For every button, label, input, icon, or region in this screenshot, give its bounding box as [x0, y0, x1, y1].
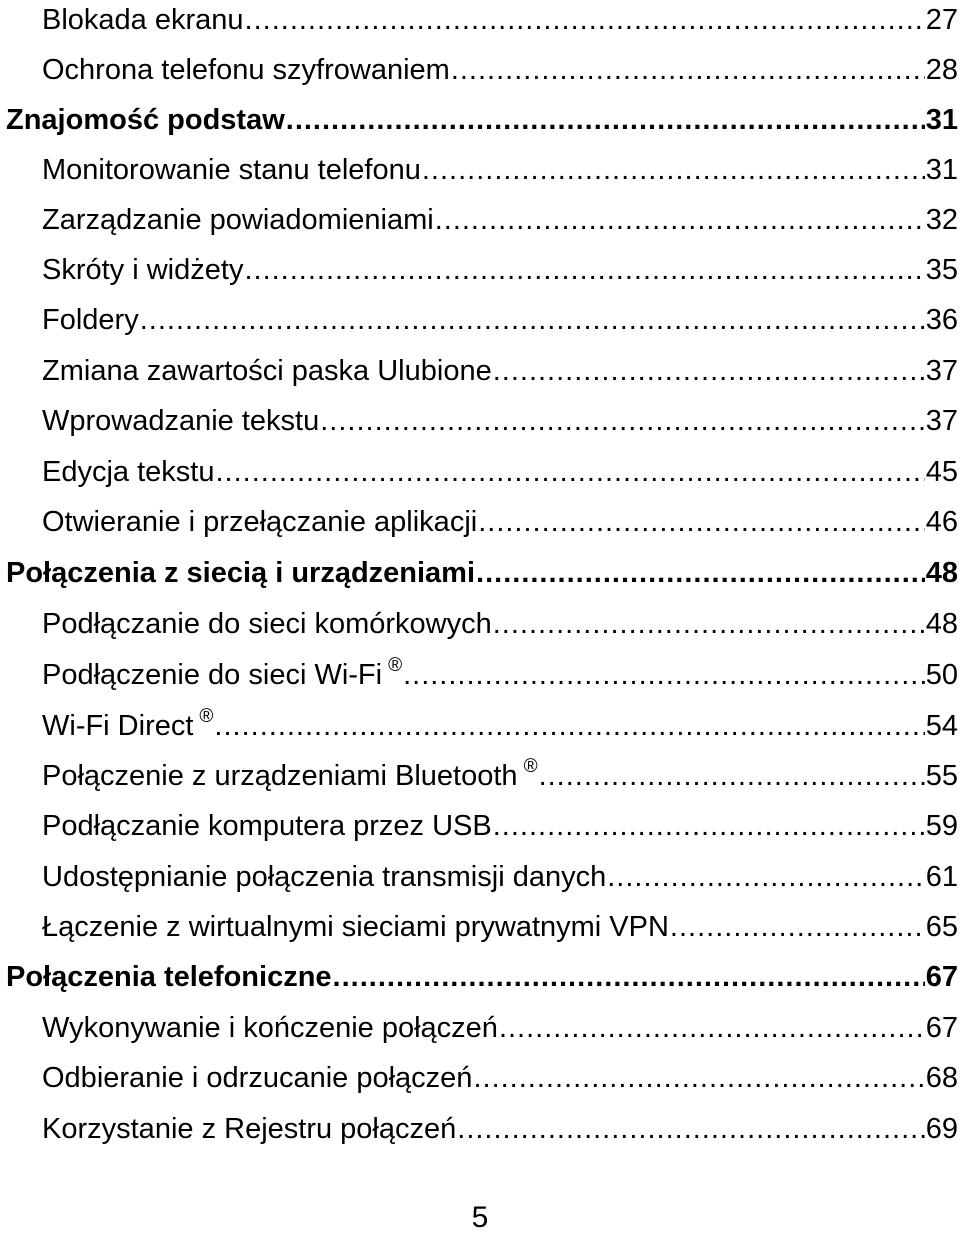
- toc-entry-title: Otwieranie i przełączanie aplikacji: [42, 506, 478, 538]
- toc-entry-page: 55: [925, 760, 958, 792]
- toc-section-heading[interactable]: [0, 100, 958, 140]
- toc-dot-leader: [670, 907, 925, 947]
- toc-entry-page: 32: [925, 204, 958, 236]
- toc-entry-title: Znajomość podstaw: [6, 104, 285, 136]
- toc-entry-page: 27: [925, 4, 958, 36]
- toc-dot-leader: [478, 502, 925, 542]
- page-number: 5: [471, 1201, 489, 1234]
- toc-entry-page: 61: [925, 861, 958, 893]
- toc-entry-page: 45: [925, 456, 958, 488]
- toc-entry-title: Połączenia z siecią i urządzeniami: [6, 557, 476, 589]
- toc-entry-page: 69: [925, 1113, 958, 1145]
- toc-entry[interactable]: [0, 150, 958, 190]
- toc-dot-leader: [493, 806, 925, 846]
- toc-entry-page: 31: [925, 104, 958, 136]
- toc-entry-title: Wykonywanie i kończenie połączeń: [42, 1012, 498, 1044]
- toc-entry-page: 50: [925, 659, 958, 691]
- registered-trademark-mark: ®: [523, 756, 538, 777]
- registered-trademark-mark: ®: [388, 655, 403, 676]
- toc-dot-leader: [403, 655, 925, 695]
- toc-dot-leader: [493, 604, 925, 644]
- toc-entry[interactable]: [0, 1109, 958, 1149]
- toc-entry[interactable]: [0, 806, 958, 846]
- toc-entry[interactable]: [0, 351, 958, 391]
- toc-entry[interactable]: [0, 50, 958, 90]
- toc-entry-page: 48: [925, 608, 958, 640]
- toc-dot-leader: [539, 756, 925, 796]
- toc-entry[interactable]: [0, 857, 958, 897]
- toc-dot-leader: [320, 401, 924, 441]
- toc-entry-title: Blokada ekranu: [42, 4, 244, 36]
- toc-entry-title: Podłączanie do sieci komórkowych: [42, 608, 492, 640]
- toc-entry[interactable]: [0, 300, 958, 340]
- toc-entry-page: 46: [925, 506, 958, 538]
- toc-entry-title: Zarządzanie powiadomieniami: [42, 204, 434, 236]
- toc-dot-leader: [333, 957, 925, 997]
- toc-entry[interactable]: [0, 604, 958, 644]
- toc-entry-page: 67: [925, 961, 958, 993]
- toc-entry[interactable]: [0, 200, 958, 240]
- toc-entry[interactable]: [0, 655, 958, 695]
- toc-dot-leader: [214, 706, 924, 746]
- toc-entry-title: Połączenie z urządzeniami Bluetooth: [42, 760, 518, 792]
- toc-dot-leader: [244, 250, 924, 290]
- toc-dot-leader: [607, 857, 925, 897]
- toc-entry-title: Podłączenie do sieci Wi-Fi: [42, 659, 383, 691]
- toc-entry-page: 67: [925, 1012, 958, 1044]
- toc-dot-leader: [476, 553, 925, 593]
- toc-entry-page: 37: [925, 405, 958, 437]
- toc-entry-page: 48: [925, 557, 958, 589]
- toc-entry-title: Podłączanie komputera przez USB: [42, 810, 492, 842]
- toc-entry-title: Foldery: [42, 304, 139, 336]
- toc-entry-title: Edycja tekstu: [42, 456, 215, 488]
- toc-entry-page: 28: [925, 54, 958, 86]
- toc-dot-leader: [215, 452, 924, 492]
- toc-entry-page: 35: [925, 254, 958, 286]
- toc-entry-title: Wi-Fi Direct: [42, 710, 194, 742]
- toc-entry-page: 36: [925, 304, 958, 336]
- toc-entry-page: 37: [925, 355, 958, 387]
- toc-entry[interactable]: [0, 1008, 958, 1048]
- toc-entry-page: 65: [925, 911, 958, 943]
- toc-entry[interactable]: [0, 502, 958, 542]
- toc-entry-title: Udostępnianie połączenia transmisji danych: [42, 861, 607, 893]
- toc-entry-title: Łączenie z wirtualnymi sieciami prywatnymi VPN: [42, 911, 669, 943]
- toc-entry-title: Połączenia telefoniczne: [6, 961, 332, 993]
- toc-dot-leader: [451, 50, 925, 90]
- toc-entry-title: Korzystanie z Rejestru połączeń: [42, 1113, 457, 1145]
- toc-dot-leader: [499, 1008, 925, 1048]
- toc-entry-page: 68: [925, 1062, 958, 1094]
- toc-entry[interactable]: [0, 0, 958, 40]
- toc-entry-page: 59: [925, 810, 958, 842]
- toc-dot-leader: [457, 1109, 924, 1149]
- toc-dot-leader: [493, 351, 925, 391]
- toc-entry-title: Odbieranie i odrzucanie połączeń: [42, 1062, 473, 1094]
- toc-entry-page: 54: [925, 710, 958, 742]
- toc-entry[interactable]: [0, 907, 958, 947]
- toc-dot-leader: [140, 300, 925, 340]
- toc-entry-title: Wprowadzanie tekstu: [42, 405, 320, 437]
- toc-entry-title: Monitorowanie stanu telefonu: [42, 154, 421, 186]
- toc-entry[interactable]: [0, 452, 958, 492]
- toc-section-heading[interactable]: [0, 957, 958, 997]
- toc-entry[interactable]: [0, 1058, 958, 1098]
- toc-entry[interactable]: [0, 250, 958, 290]
- toc-section-heading[interactable]: [0, 553, 958, 593]
- registered-trademark-mark: ®: [199, 706, 214, 727]
- toc-entry[interactable]: [0, 706, 958, 746]
- toc-entry-page: 31: [925, 154, 958, 186]
- toc-dot-leader: [245, 0, 925, 40]
- toc-dot-leader: [473, 1058, 924, 1098]
- toc-dot-leader: [435, 200, 925, 240]
- toc-entry-title: Skróty i widżety: [42, 254, 244, 286]
- toc-entry[interactable]: [0, 401, 958, 441]
- toc-entry-title: Ochrona telefonu szyfrowaniem: [42, 54, 450, 86]
- toc-dot-leader: [286, 100, 925, 140]
- toc-entry-title: Zmiana zawartości paska Ulubione: [42, 355, 492, 387]
- toc-entry[interactable]: [0, 756, 958, 796]
- toc-dot-leader: [422, 150, 925, 190]
